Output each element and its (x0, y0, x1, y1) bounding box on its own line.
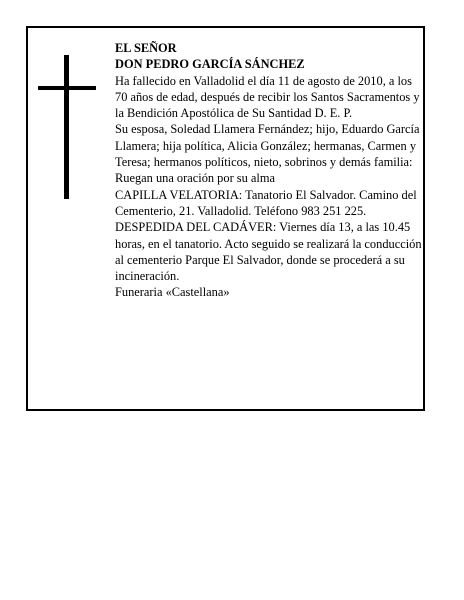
family-list: Su esposa, Soledad Llamera Fernández; hijo, Eduardo García Llamera; hija política, Alicia González; hermanas, Carmen y Teresa; hermanos políticos, nieto, sobrinos y demás familia: (115, 122, 420, 170)
cross-vertical-bar (64, 55, 69, 199)
wake-details: CAPILLA VELATORIA: Tanatorio El Salvador. Camino del Cementerio, 21. Valladolid. Teléfono 983 251 225. (115, 187, 417, 218)
funeral-home: Funeraria «Castellana» (115, 285, 230, 300)
farewell-details: DESPEDIDA DEL CADÁVER: Viernes día 13, a las 10.45 horas, en el tanatorio. Acto seguido se realizará la conducción al cementerio Parque El Salvador, donde se procederá a su incineración. (115, 220, 422, 284)
notice-text (115, 40, 427, 301)
obituary-notice (26, 26, 425, 411)
prayer-request: Ruegan una oración por su alma (115, 171, 275, 186)
cross-horizontal-bar (38, 86, 96, 90)
heading-title: EL SEÑOR (115, 41, 177, 55)
cross-icon (38, 55, 96, 199)
death-announcement: Ha fallecido en Valladolid el día 11 de agosto de 2010, a los 70 años de edad, después de recibir los Santos Sacramentos y la Bendición Apostólica de Su Santidad D. E. P. (115, 73, 420, 121)
deceased-name: DON PEDRO GARCÍA SÁNCHEZ (115, 57, 305, 72)
